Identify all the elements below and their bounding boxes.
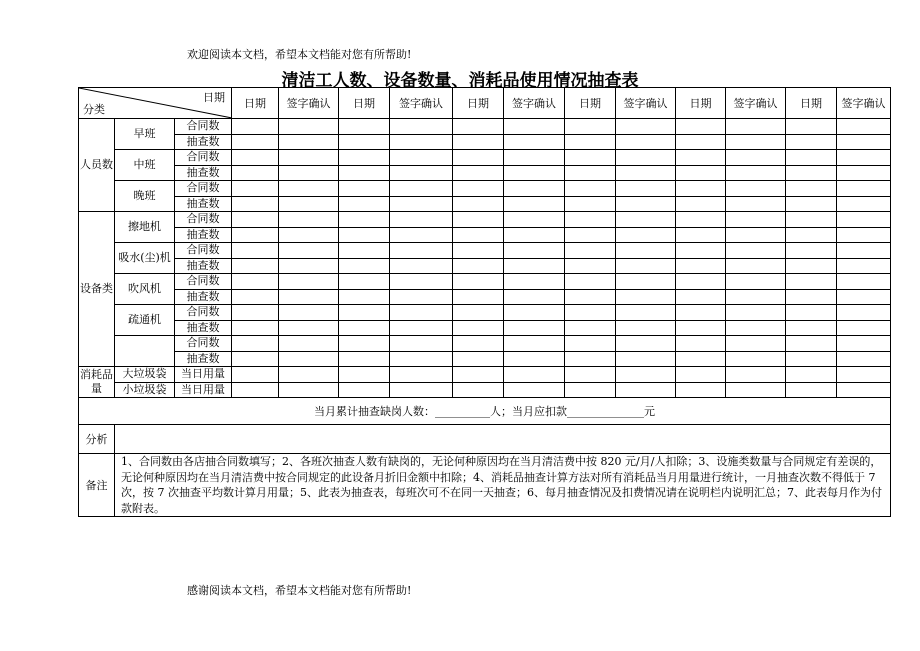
entry-cell[interactable] xyxy=(616,243,676,259)
entry-cell[interactable] xyxy=(726,227,786,243)
remarks-label: 备注 xyxy=(79,454,115,517)
group-label: 中班 xyxy=(115,150,175,181)
entry-cell[interactable] xyxy=(565,150,616,166)
entry-cell[interactable] xyxy=(676,289,726,305)
group-label: 疏通机 xyxy=(115,305,175,336)
entry-cell[interactable] xyxy=(339,196,390,212)
entry-cell[interactable] xyxy=(339,305,390,321)
entry-cell[interactable] xyxy=(837,336,891,352)
entry-cell[interactable] xyxy=(786,196,837,212)
entry-cell[interactable] xyxy=(565,336,616,352)
entry-cell[interactable] xyxy=(504,181,565,197)
entry-cell[interactable] xyxy=(453,150,504,166)
table-row xyxy=(79,165,891,181)
table-row xyxy=(79,351,891,367)
entry-cell[interactable] xyxy=(786,351,837,367)
entry-cell[interactable] xyxy=(837,305,891,321)
table-row xyxy=(79,150,891,166)
column-header: 签字确认 xyxy=(616,88,676,119)
entry-cell[interactable] xyxy=(726,289,786,305)
entry-cell[interactable] xyxy=(676,119,726,135)
group-label: 吹风机 xyxy=(115,274,175,305)
column-header: 日期 xyxy=(339,88,390,119)
entry-cell[interactable] xyxy=(453,258,504,274)
entry-cell[interactable] xyxy=(616,196,676,212)
remarks-row xyxy=(79,454,891,517)
entry-cell[interactable] xyxy=(726,134,786,150)
section-label: 设备类 xyxy=(79,212,115,367)
entry-cell[interactable] xyxy=(504,150,565,166)
entry-cell[interactable] xyxy=(453,367,504,383)
entry-cell[interactable] xyxy=(232,150,279,166)
entry-cell[interactable] xyxy=(676,320,726,336)
row-type-label: 抽查数 xyxy=(175,134,232,150)
table-row xyxy=(79,181,891,197)
table-row xyxy=(79,196,891,212)
entry-cell[interactable] xyxy=(504,243,565,259)
table-row xyxy=(79,367,891,383)
entry-cell[interactable] xyxy=(232,351,279,367)
inspection-table xyxy=(78,87,891,517)
entry-cell[interactable] xyxy=(504,382,565,398)
column-header: 日期 xyxy=(232,88,279,119)
entry-cell[interactable] xyxy=(786,243,837,259)
entry-cell[interactable] xyxy=(676,305,726,321)
entry-cell[interactable] xyxy=(232,119,279,135)
entry-cell[interactable] xyxy=(786,150,837,166)
entry-cell[interactable] xyxy=(232,382,279,398)
entry-cell[interactable] xyxy=(786,289,837,305)
entry-cell[interactable] xyxy=(232,289,279,305)
entry-cell[interactable] xyxy=(279,305,339,321)
column-header: 日期 xyxy=(676,88,726,119)
entry-cell[interactable] xyxy=(786,336,837,352)
entry-cell[interactable] xyxy=(453,351,504,367)
entry-cell[interactable] xyxy=(786,212,837,228)
entry-cell[interactable] xyxy=(786,274,837,290)
table-row xyxy=(79,274,891,290)
entry-cell[interactable] xyxy=(279,212,339,228)
entry-cell[interactable] xyxy=(390,165,453,181)
column-header: 签字确认 xyxy=(837,88,891,119)
entry-cell[interactable] xyxy=(837,227,891,243)
entry-cell[interactable] xyxy=(232,320,279,336)
entry-cell[interactable] xyxy=(339,181,390,197)
entry-cell[interactable] xyxy=(232,305,279,321)
table-row xyxy=(79,382,891,398)
entry-cell[interactable] xyxy=(837,382,891,398)
entry-cell[interactable] xyxy=(390,119,453,135)
row-type-label: 当日用量 xyxy=(175,382,232,398)
analysis-field[interactable] xyxy=(115,425,891,454)
table-row xyxy=(79,119,891,135)
entry-cell[interactable] xyxy=(453,289,504,305)
entry-cell[interactable] xyxy=(837,258,891,274)
row-type-label: 抽查数 xyxy=(175,258,232,274)
entry-cell[interactable] xyxy=(676,258,726,274)
entry-cell[interactable] xyxy=(676,274,726,290)
analysis-row xyxy=(79,425,891,454)
entry-cell[interactable] xyxy=(726,274,786,290)
entry-cell[interactable] xyxy=(453,305,504,321)
row-type-label: 合同数 xyxy=(175,243,232,259)
entry-cell[interactable] xyxy=(726,196,786,212)
entry-cell[interactable] xyxy=(676,134,726,150)
row-type-label: 合同数 xyxy=(175,119,232,135)
entry-cell[interactable] xyxy=(837,165,891,181)
entry-cell[interactable] xyxy=(279,196,339,212)
entry-cell[interactable] xyxy=(453,134,504,150)
page-title: 清洁工人数、设备数量、消耗品使用情况抽查表 xyxy=(281,71,639,91)
entry-cell[interactable] xyxy=(339,243,390,259)
entry-cell[interactable] xyxy=(565,274,616,290)
header-row xyxy=(79,88,891,119)
remarks-text: 1、合同数由各店抽合同数填写；2、各班次抽查人数有缺岗的，无论何种原因均在当月清洁费中按 820 元/月/人扣除；3、设施类数量与合同规定有差误的，无论何种原因均在当月清洁费中按合同规定的此设备月折旧金额中扣除；4、消耗品抽查计算方法对所有消耗品当月用量进行统计，一月抽查次数不得低于 7 次，按 7 次抽查平均数计算月用量；5、此表为抽查表，每班次可不在同一天抽查；6、每月抽查情况及扣费情况请在说明栏内说明汇总；7、此表每月作为付款附表。 xyxy=(115,454,891,517)
entry-cell[interactable] xyxy=(726,165,786,181)
entry-cell[interactable] xyxy=(453,196,504,212)
table-row xyxy=(79,320,891,336)
entry-cell[interactable] xyxy=(565,367,616,383)
entry-cell[interactable] xyxy=(676,227,726,243)
corner-date-label: 日期 xyxy=(203,91,226,104)
entry-cell[interactable] xyxy=(279,181,339,197)
entry-cell[interactable] xyxy=(279,150,339,166)
entry-cell[interactable] xyxy=(676,336,726,352)
entry-cell[interactable] xyxy=(565,196,616,212)
group-label: 擦地机 xyxy=(115,212,175,243)
entry-cell[interactable] xyxy=(390,320,453,336)
entry-cell[interactable] xyxy=(616,119,676,135)
entry-cell[interactable] xyxy=(565,165,616,181)
summary-row xyxy=(79,398,891,425)
row-type-label: 合同数 xyxy=(175,336,232,352)
entry-cell[interactable] xyxy=(453,320,504,336)
header-note: 欢迎阅读本文档，希望本文档能对您有所帮助! xyxy=(187,48,412,61)
table-row xyxy=(79,289,891,305)
entry-cell[interactable] xyxy=(453,274,504,290)
entry-cell[interactable] xyxy=(565,320,616,336)
entry-cell[interactable] xyxy=(786,367,837,383)
entry-cell[interactable] xyxy=(232,196,279,212)
entry-cell[interactable] xyxy=(676,382,726,398)
entry-cell[interactable] xyxy=(504,196,565,212)
entry-cell[interactable] xyxy=(339,336,390,352)
entry-cell[interactable] xyxy=(726,382,786,398)
entry-cell[interactable] xyxy=(837,196,891,212)
entry-cell[interactable] xyxy=(453,227,504,243)
section-label: 消耗品量 xyxy=(79,367,115,398)
entry-cell[interactable] xyxy=(339,289,390,305)
entry-cell[interactable] xyxy=(504,320,565,336)
entry-cell[interactable] xyxy=(565,351,616,367)
entry-cell[interactable] xyxy=(565,212,616,228)
entry-cell[interactable] xyxy=(390,150,453,166)
entry-cell[interactable] xyxy=(616,181,676,197)
entry-cell[interactable] xyxy=(726,336,786,352)
entry-cell[interactable] xyxy=(504,165,565,181)
entry-cell[interactable] xyxy=(726,320,786,336)
group-label: 小垃圾袋 xyxy=(115,382,175,398)
entry-cell[interactable] xyxy=(676,351,726,367)
entry-cell[interactable] xyxy=(837,274,891,290)
entry-cell[interactable] xyxy=(453,336,504,352)
entry-cell[interactable] xyxy=(565,181,616,197)
entry-cell[interactable] xyxy=(279,165,339,181)
entry-cell[interactable] xyxy=(565,227,616,243)
entry-cell[interactable] xyxy=(616,134,676,150)
entry-cell[interactable] xyxy=(616,212,676,228)
entry-cell[interactable] xyxy=(339,119,390,135)
entry-cell[interactable] xyxy=(726,258,786,274)
entry-cell[interactable] xyxy=(837,351,891,367)
entry-cell[interactable] xyxy=(232,367,279,383)
entry-cell[interactable] xyxy=(786,305,837,321)
table-row xyxy=(79,258,891,274)
column-header: 日期 xyxy=(786,88,837,119)
entry-cell[interactable] xyxy=(676,150,726,166)
group-label: 早班 xyxy=(115,119,175,150)
entry-cell[interactable] xyxy=(232,336,279,352)
entry-cell[interactable] xyxy=(453,119,504,135)
entry-cell[interactable] xyxy=(279,367,339,383)
row-type-label: 合同数 xyxy=(175,212,232,228)
entry-cell[interactable] xyxy=(676,243,726,259)
entry-cell[interactable] xyxy=(565,243,616,259)
entry-cell[interactable] xyxy=(565,305,616,321)
entry-cell[interactable] xyxy=(726,351,786,367)
entry-cell[interactable] xyxy=(786,258,837,274)
entry-cell[interactable] xyxy=(565,134,616,150)
entry-cell[interactable] xyxy=(504,274,565,290)
entry-cell[interactable] xyxy=(279,243,339,259)
entry-cell[interactable] xyxy=(339,212,390,228)
entry-cell[interactable] xyxy=(504,212,565,228)
entry-cell[interactable] xyxy=(390,196,453,212)
entry-cell[interactable] xyxy=(616,289,676,305)
entry-cell[interactable] xyxy=(565,289,616,305)
entry-cell[interactable] xyxy=(453,382,504,398)
entry-cell[interactable] xyxy=(232,181,279,197)
entry-cell[interactable] xyxy=(279,274,339,290)
entry-cell[interactable] xyxy=(837,134,891,150)
entry-cell[interactable] xyxy=(279,134,339,150)
entry-cell[interactable] xyxy=(339,134,390,150)
entry-cell[interactable] xyxy=(390,258,453,274)
entry-cell[interactable] xyxy=(232,274,279,290)
row-type-label: 抽查数 xyxy=(175,196,232,212)
entry-cell[interactable] xyxy=(837,150,891,166)
table-row xyxy=(79,243,891,259)
entry-cell[interactable] xyxy=(390,181,453,197)
entry-cell[interactable] xyxy=(390,243,453,259)
entry-cell[interactable] xyxy=(339,227,390,243)
row-type-label: 合同数 xyxy=(175,150,232,166)
group-label: 吸水(尘)机 xyxy=(115,243,175,274)
entry-cell[interactable] xyxy=(504,336,565,352)
entry-cell[interactable] xyxy=(232,227,279,243)
entry-cell[interactable] xyxy=(837,119,891,135)
row-type-label: 当日用量 xyxy=(175,367,232,383)
entry-cell[interactable] xyxy=(390,382,453,398)
table-row xyxy=(79,212,891,228)
entry-cell[interactable] xyxy=(676,212,726,228)
entry-cell[interactable] xyxy=(616,367,676,383)
corner-diagonal-cell xyxy=(79,88,232,119)
entry-cell[interactable] xyxy=(390,227,453,243)
row-type-label: 合同数 xyxy=(175,305,232,321)
entry-cell[interactable] xyxy=(616,336,676,352)
entry-cell[interactable] xyxy=(339,274,390,290)
entry-cell[interactable] xyxy=(786,119,837,135)
group-label: 大垃圾袋 xyxy=(115,367,175,383)
summary-line: 当月累计抽查缺岗人数：__________人；当月应扣款______________元 xyxy=(79,398,891,425)
footer-note: 感谢阅读本文档，希望本文档能对您有所帮助! xyxy=(187,584,412,597)
entry-cell[interactable] xyxy=(453,165,504,181)
entry-cell[interactable] xyxy=(786,165,837,181)
entry-cell[interactable] xyxy=(786,320,837,336)
column-header: 签字确认 xyxy=(390,88,453,119)
entry-cell[interactable] xyxy=(504,134,565,150)
entry-cell[interactable] xyxy=(279,351,339,367)
entry-cell[interactable] xyxy=(616,351,676,367)
entry-cell[interactable] xyxy=(565,382,616,398)
entry-cell[interactable] xyxy=(616,150,676,166)
entry-cell[interactable] xyxy=(786,181,837,197)
table-row xyxy=(79,134,891,150)
entry-cell[interactable] xyxy=(279,382,339,398)
entry-cell[interactable] xyxy=(504,305,565,321)
entry-cell[interactable] xyxy=(339,150,390,166)
row-type-label: 合同数 xyxy=(175,181,232,197)
entry-cell[interactable] xyxy=(786,382,837,398)
entry-cell[interactable] xyxy=(339,165,390,181)
entry-cell[interactable] xyxy=(390,212,453,228)
entry-cell[interactable] xyxy=(339,320,390,336)
entry-cell[interactable] xyxy=(616,382,676,398)
entry-cell[interactable] xyxy=(726,305,786,321)
entry-cell[interactable] xyxy=(453,243,504,259)
entry-cell[interactable] xyxy=(279,336,339,352)
entry-cell[interactable] xyxy=(837,243,891,259)
entry-cell[interactable] xyxy=(390,274,453,290)
entry-cell[interactable] xyxy=(676,165,726,181)
entry-cell[interactable] xyxy=(726,212,786,228)
entry-cell[interactable] xyxy=(616,165,676,181)
entry-cell[interactable] xyxy=(339,258,390,274)
entry-cell[interactable] xyxy=(616,320,676,336)
entry-cell[interactable] xyxy=(390,367,453,383)
entry-cell[interactable] xyxy=(837,181,891,197)
analysis-label: 分析 xyxy=(79,425,115,454)
entry-cell[interactable] xyxy=(616,274,676,290)
entry-cell[interactable] xyxy=(616,258,676,274)
entry-cell[interactable] xyxy=(676,367,726,383)
entry-cell[interactable] xyxy=(504,119,565,135)
entry-cell[interactable] xyxy=(726,243,786,259)
group-label: 晚班 xyxy=(115,181,175,212)
entry-cell[interactable] xyxy=(279,289,339,305)
entry-cell[interactable] xyxy=(232,258,279,274)
column-header: 签字确认 xyxy=(279,88,339,119)
entry-cell[interactable] xyxy=(279,227,339,243)
entry-cell[interactable] xyxy=(565,258,616,274)
entry-cell[interactable] xyxy=(504,351,565,367)
entry-cell[interactable] xyxy=(339,351,390,367)
row-type-label: 合同数 xyxy=(175,274,232,290)
entry-cell[interactable] xyxy=(390,351,453,367)
entry-cell[interactable] xyxy=(453,181,504,197)
row-type-label: 抽查数 xyxy=(175,320,232,336)
column-header: 日期 xyxy=(453,88,504,119)
entry-cell[interactable] xyxy=(786,227,837,243)
entry-cell[interactable] xyxy=(279,320,339,336)
entry-cell[interactable] xyxy=(504,367,565,383)
entry-cell[interactable] xyxy=(565,119,616,135)
table-row xyxy=(79,336,891,352)
table-row xyxy=(79,227,891,243)
entry-cell[interactable] xyxy=(279,258,339,274)
row-type-label: 抽查数 xyxy=(175,289,232,305)
entry-cell[interactable] xyxy=(837,367,891,383)
entry-cell[interactable] xyxy=(676,181,726,197)
column-header: 日期 xyxy=(565,88,616,119)
entry-cell[interactable] xyxy=(504,289,565,305)
entry-cell[interactable] xyxy=(837,212,891,228)
entry-cell[interactable] xyxy=(616,305,676,321)
entry-cell[interactable] xyxy=(837,289,891,305)
row-type-label: 抽查数 xyxy=(175,165,232,181)
entry-cell[interactable] xyxy=(726,150,786,166)
column-header: 签字确认 xyxy=(504,88,565,119)
group-label xyxy=(115,336,175,367)
entry-cell[interactable] xyxy=(616,227,676,243)
entry-cell[interactable] xyxy=(390,336,453,352)
entry-cell[interactable] xyxy=(232,243,279,259)
row-type-label: 抽查数 xyxy=(175,227,232,243)
section-label: 人员数 xyxy=(79,119,115,212)
corner-category-label: 分类 xyxy=(83,103,105,116)
table-row xyxy=(79,305,891,321)
entry-cell[interactable] xyxy=(339,382,390,398)
entry-cell[interactable] xyxy=(390,289,453,305)
entry-cell[interactable] xyxy=(390,134,453,150)
column-header: 签字确认 xyxy=(726,88,786,119)
entry-cell[interactable] xyxy=(390,305,453,321)
entry-cell[interactable] xyxy=(676,196,726,212)
entry-cell[interactable] xyxy=(504,227,565,243)
entry-cell[interactable] xyxy=(726,119,786,135)
entry-cell[interactable] xyxy=(232,165,279,181)
entry-cell[interactable] xyxy=(726,181,786,197)
entry-cell[interactable] xyxy=(726,367,786,383)
entry-cell[interactable] xyxy=(232,212,279,228)
row-type-label: 抽查数 xyxy=(175,351,232,367)
entry-cell[interactable] xyxy=(339,367,390,383)
entry-cell[interactable] xyxy=(232,134,279,150)
entry-cell[interactable] xyxy=(279,119,339,135)
entry-cell[interactable] xyxy=(504,258,565,274)
entry-cell[interactable] xyxy=(453,212,504,228)
entry-cell[interactable] xyxy=(837,320,891,336)
entry-cell[interactable] xyxy=(786,134,837,150)
